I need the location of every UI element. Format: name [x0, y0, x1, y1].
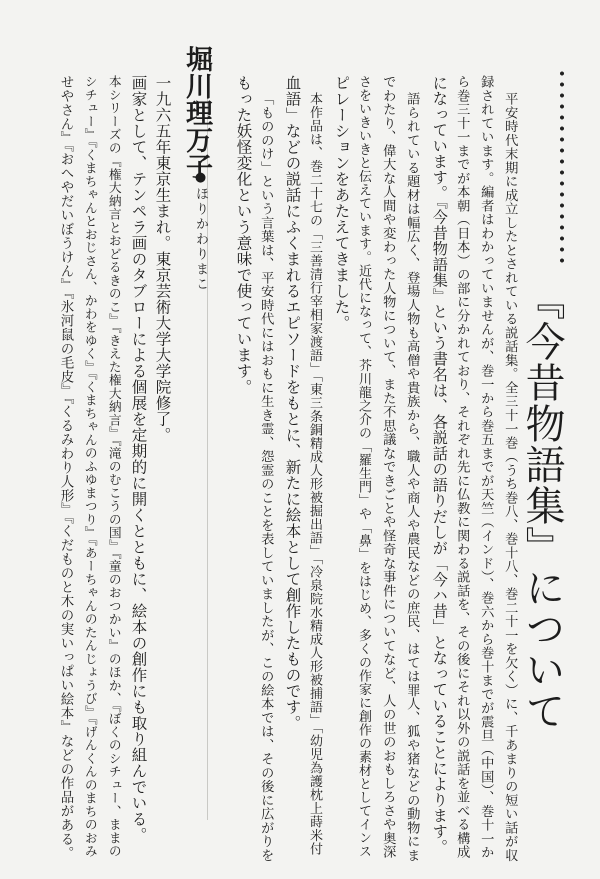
body-line-12: もった妖怪変化という意味で使っています。	[234, 75, 253, 395]
body-line-2: 録されています。編者はわかっていませんが、巻一から巻五までが天竺（インド）、巻六から巻十までが震旦（中国）、巻十一か	[478, 75, 494, 860]
body-line-10: 血語」などの説話にふくまれるエピソードをもとに、新たに絵本として創作したものです。	[283, 75, 302, 731]
body-line-11: 「もののけ」という言葉は、平安時代にはおもに生き霊、怨霊のことを表していましたが、この絵本では、その後に広がりを	[258, 92, 274, 862]
author-reading: ●ほりかわりまこ	[193, 170, 208, 292]
section-title: 『今昔物語集』について	[519, 280, 565, 731]
author-bio-line-2: 画家として、テンペラ画のタブローによる個展を定期的に開くとともに、絵本の創作にも取り組んでいる。	[129, 75, 148, 843]
author-bio-line-5: せやさん』『おへやだいぼうけん』『氷河鼠の毛皮』『くるみわり人形』『くだものと木の実いっぱい絵本』などの作品がある。	[57, 75, 74, 860]
body-line-1: 平安時代末期に成立したとされている説話集。全三十一巻（うち巻八、巻十八、巻二十一を欠く）に、千あまりの短い話が収	[502, 92, 518, 862]
body-line-9: 本作品は、巻二十七の「三善清行宰相家渡語」「東三条銅精成人形被掘出語」「冷泉院水精成人形被捕語」「幼児為護枕上蒔米付	[307, 92, 322, 856]
author-bio-line-1: 一九六五年東京生まれ。東京芸術大学大学院修了。	[153, 75, 172, 443]
body-line-3: ら巻三十一までが本朝（日本）の部に分かれており、それぞれ先に仏教に関わる説話を、その後にそれ以外の説話を並べる構成	[454, 75, 470, 859]
author-bio-line-3: 本シリーズの『権大納言とおどるきのこ』『きえた権大納言』『滝のむこうの国』『童のおつかい』のほか、『ぼくのシチュー、ままの	[105, 75, 121, 858]
body-line-7: さをいきいきと伝えています。近代になって、芥川龍之介の「羅生門」や「鼻」をはじめ、多くの作家に創作の素材としてインス	[356, 75, 371, 858]
author-bio-line-4: シチュー』『くまちゃんとおじさん、かわをゆく』『くまちゃんのふゆまつり』『あーちゃんのたんじょうび』『げんくんのまちのおみ	[81, 75, 97, 858]
body-line-8: ピレーションをあたえてきました。	[332, 75, 351, 331]
dotted-rule	[560, 68, 564, 268]
body-line-4: になっています。『今昔物語集』という書名は、各説話の語りだしが「今ハ昔」となっていることによります。	[430, 75, 449, 855]
body-line-5: 語られている題材は幅広く、登場人物も高僧や貴族から、職人や商人や農民などの庶民、はては罪人、狐や猪などの動物にま	[404, 92, 420, 862]
body-line-6: でわたり、偉大な人間や変わった人物について、また不思議なできごとや怪奇な事件についてなど、人の世のおもしろさや奥深	[380, 75, 396, 859]
author-name: 堀川理万子	[181, 45, 212, 180]
